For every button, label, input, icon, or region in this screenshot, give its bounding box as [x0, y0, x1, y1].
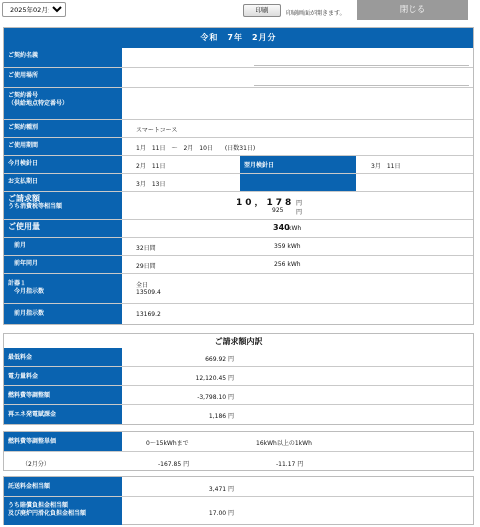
contract-type-label: ご契約種別 [4, 120, 122, 137]
row-usage-place [4, 68, 473, 88]
breakdown-label: 電力量料金 [4, 367, 122, 385]
row-billing-amount [4, 192, 473, 220]
breakdown-value: 12,120.45 円 [195, 375, 234, 382]
billing-panel [3, 27, 474, 325]
prev-year-days: 29日間 [136, 263, 156, 270]
billing-amount-value: 10，178 [236, 198, 295, 208]
fuel-adjust-col2: 16kWh以上の1kWh [256, 440, 312, 447]
row-usage-amount [4, 220, 473, 238]
breakdown-row [4, 367, 473, 386]
extras-panel [3, 476, 474, 525]
print-button[interactable]: 印刷 [243, 4, 281, 17]
transmission-row [4, 477, 473, 497]
row-contract-type [4, 120, 473, 138]
nuclear-label: うち賠償負担金相当額 及び廃炉円滑化負担金相当額 [4, 497, 122, 525]
row-payment-date [4, 174, 473, 192]
month-select[interactable] [2, 2, 66, 17]
next-meter-label: 翌月検針日 [240, 156, 356, 173]
fuel-adjust-panel [3, 431, 474, 471]
prev-year-kwh: 256 kWh [274, 261, 301, 268]
usage-period-label: ご使用期間 [4, 138, 122, 155]
contract-type-value: スマートコース [136, 127, 178, 134]
transmission-value: 3,471 円 [208, 486, 234, 493]
billing-amount-unit: 円 [296, 200, 303, 207]
breakdown-row [4, 386, 473, 405]
tax-unit: 円 [296, 209, 303, 216]
fuel-adjust-val1: -167.85 円 [158, 461, 190, 468]
close-button[interactable]: 閉じる [357, 0, 468, 20]
prev-year-label: 前年同月 [4, 256, 122, 273]
meter-reading-value: 13509.4 [136, 289, 161, 296]
row-prev-year [4, 256, 473, 274]
breakdown-title: ご請求額内訳 [214, 337, 263, 346]
fuel-adjust-val2: -11.17 円 [276, 461, 304, 468]
usage-amount-label: ご使用量 [4, 220, 122, 237]
breakdown-value: 669.92 円 [205, 356, 234, 363]
contract-name-label: ご契約名義 [4, 48, 122, 67]
breakdown-value: -3,798.10 円 [197, 394, 234, 401]
prev-month-days: 32日間 [136, 245, 156, 252]
page-title: 令和 7年 2月分 [4, 28, 473, 48]
row-prev-reading [4, 304, 473, 324]
usage-period-value: 1月 11日 ～ 2月 10日 (日数31日) [136, 145, 256, 152]
fuel-adjust-month: （2月分） [22, 461, 50, 468]
usage-place-label: ご使用場所 [4, 68, 122, 87]
fuel-adjust-header-row [4, 432, 473, 452]
row-contract-name [4, 48, 473, 68]
breakdown-value: 1,186 円 [208, 413, 234, 420]
payment-date-label: お支払期日 [4, 174, 122, 191]
usage-amount-unit: kWh [288, 225, 302, 232]
fuel-adjust-label: 燃料費等調整単価 [4, 432, 122, 451]
prev-reading-label: 前月指示数 [4, 304, 122, 324]
breakdown-row [4, 405, 473, 424]
usage-amount-value: 340 [273, 223, 290, 232]
tax-value: 925 [272, 207, 284, 214]
payment-blank-label [240, 174, 356, 191]
breakdown-label: 最低料金 [4, 348, 122, 366]
next-meter-value: 3月 11日 [371, 163, 401, 170]
payment-date-value: 3月 13日 [136, 181, 166, 188]
fuel-adjust-value-row [4, 452, 473, 471]
row-meter-reading [4, 274, 473, 304]
row-contract-number [4, 88, 473, 120]
nuclear-row [4, 497, 473, 525]
contract-number-label: ご契約番号 （供給地点特定番号） [4, 88, 122, 119]
meter-date-label: 今月検針日 [4, 156, 122, 173]
prev-reading-value: 13169.2 [136, 311, 161, 318]
breakdown-row [4, 348, 473, 367]
meter-reading-label: 計器１ 今月指示数 [4, 274, 122, 303]
row-meter-dates [4, 156, 473, 174]
meter-type: 全日 [136, 282, 149, 289]
meter-date-value: 2月 11日 [136, 163, 166, 170]
breakdown-label: 燃料費等調整額 [4, 386, 122, 404]
breakdown-panel [3, 333, 474, 425]
row-usage-period [4, 138, 473, 156]
print-note: 印刷画面が開きます。 [286, 10, 346, 17]
prev-month-label: 前月 [4, 238, 122, 255]
prev-month-kwh: 359 kWh [274, 243, 301, 250]
transmission-label: 託送料金相当額 [4, 477, 122, 496]
breakdown-label: 再エネ発電賦課金 [4, 405, 122, 424]
nuclear-value: 17.00 円 [208, 510, 234, 517]
billing-amount-label: ご請求額 うち消費税等相当額 [4, 192, 122, 219]
fuel-adjust-col1: 0～15kWhまで [146, 440, 189, 447]
row-prev-month [4, 238, 473, 256]
